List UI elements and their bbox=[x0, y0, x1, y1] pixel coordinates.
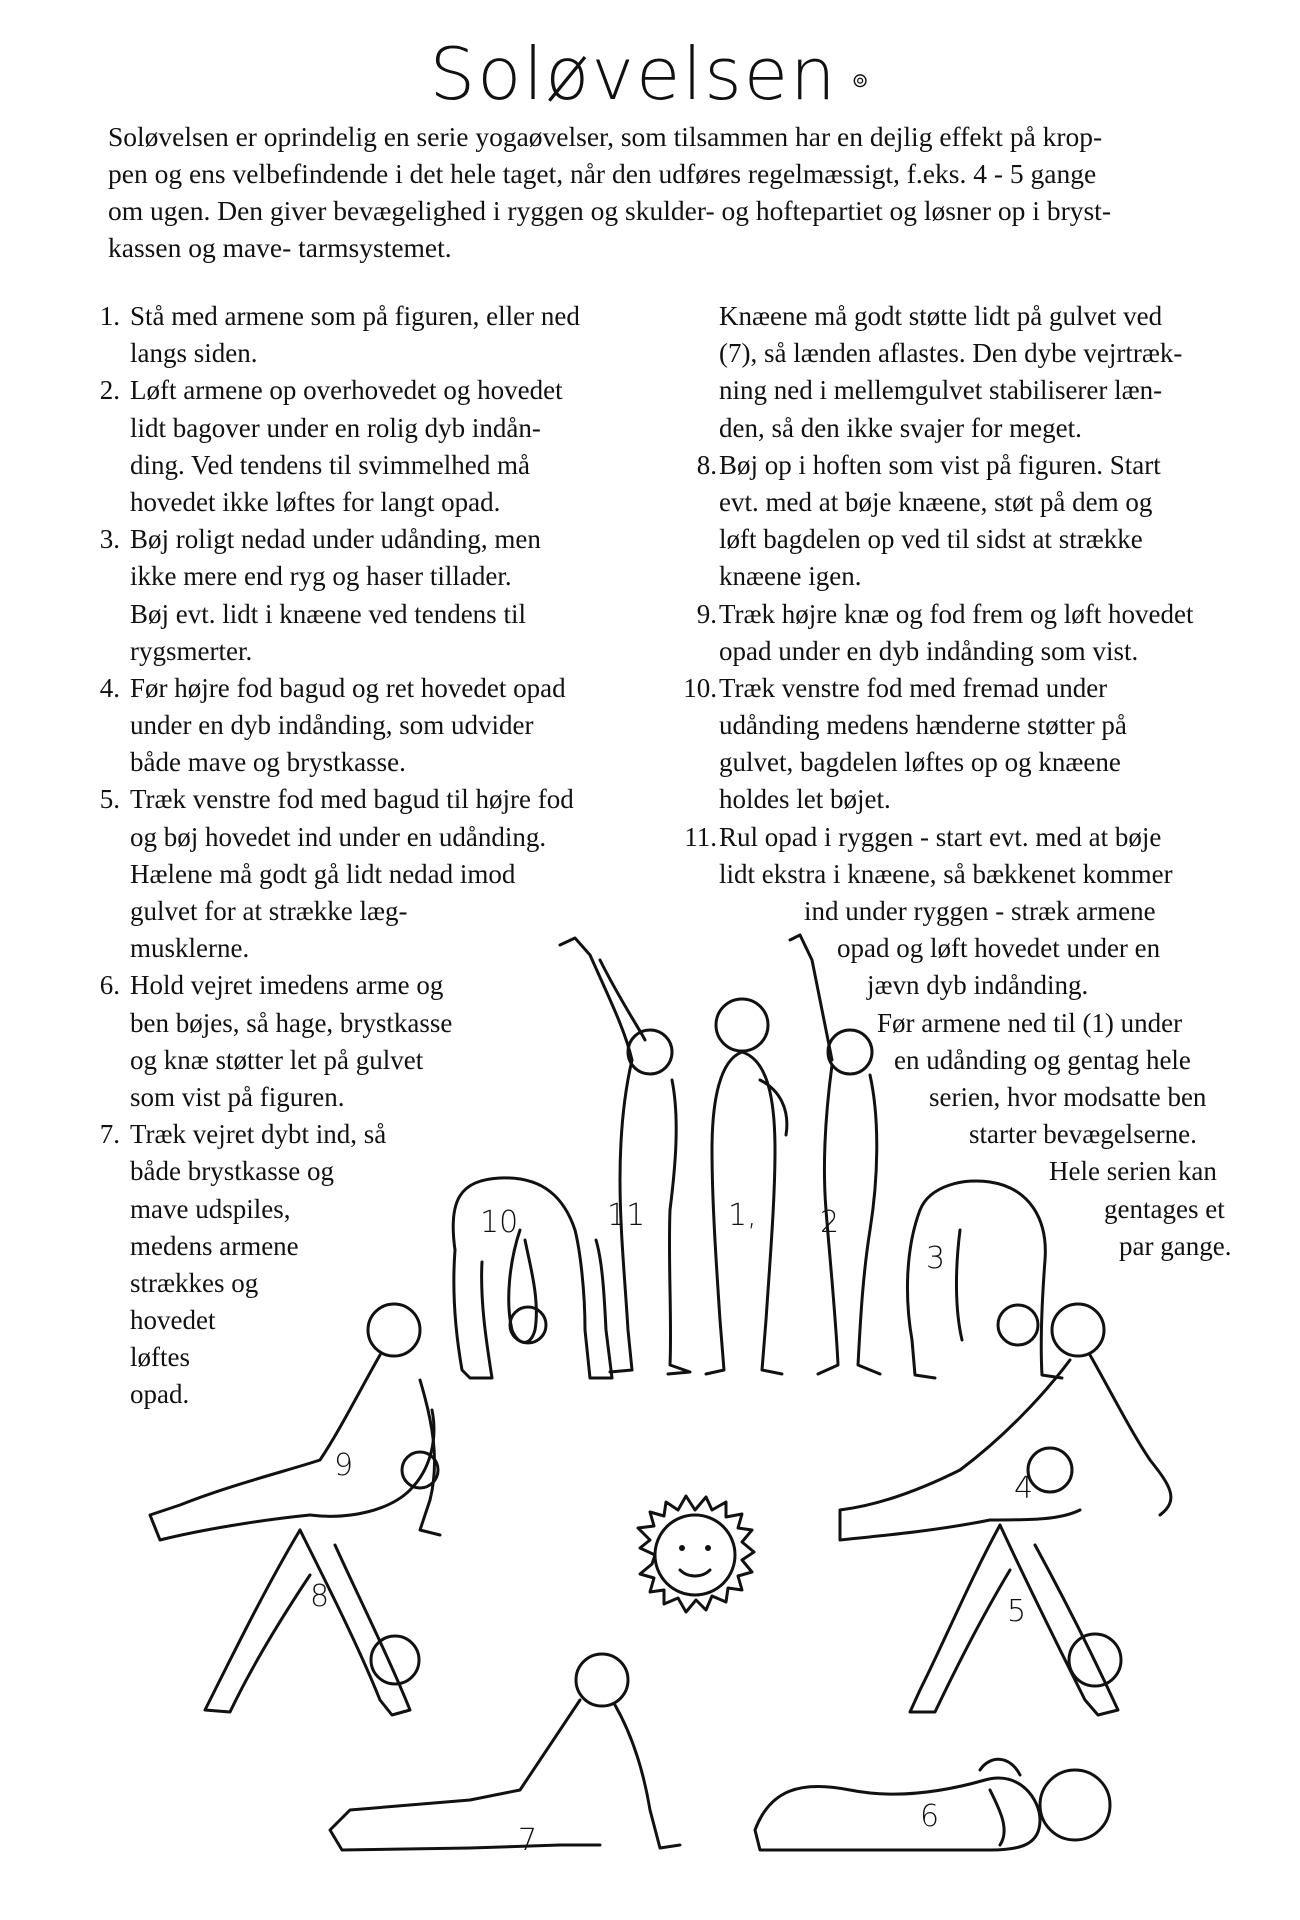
instruction-line bbox=[675, 1228, 1295, 1265]
instruction-line bbox=[675, 558, 1295, 595]
step-text: ning ned i mellemgulvet stabiliserer læn- bbox=[719, 375, 1163, 406]
instruction-line bbox=[675, 596, 1295, 633]
figure-label: 3 bbox=[926, 1241, 946, 1276]
instruction-line bbox=[675, 1191, 1295, 1228]
figure-5-pose bbox=[910, 1525, 1121, 1715]
step-text: ding. Ved tendens til svimmelhed må bbox=[130, 449, 530, 480]
step-number: 8. bbox=[696, 449, 717, 480]
instruction-line bbox=[78, 819, 698, 856]
instruction-line bbox=[675, 335, 1295, 372]
instruction-line bbox=[675, 707, 1295, 744]
step-text: musklerne. bbox=[130, 933, 250, 964]
step-text: og knæ støtter let på gulvet bbox=[130, 1044, 424, 1075]
instruction-line bbox=[675, 819, 1295, 856]
figure-label: 9 bbox=[334, 1448, 354, 1483]
step-text: gulvet for at strække læg- bbox=[130, 896, 408, 926]
step-text: medens armene bbox=[130, 1230, 299, 1261]
figure-4-pose bbox=[840, 1304, 1171, 1540]
instruction-line bbox=[78, 893, 698, 930]
step-number: 9. bbox=[696, 598, 717, 629]
instruction-line bbox=[675, 781, 1295, 818]
instruction-line bbox=[78, 967, 698, 1004]
intro-paragraph bbox=[108, 118, 1238, 266]
page-title bbox=[0, 32, 1300, 116]
instruction-line bbox=[675, 1079, 1295, 1116]
instruction-line bbox=[675, 1153, 1295, 1190]
step-text: gentages et bbox=[1104, 1193, 1225, 1224]
step-text: en udånding og gentag hele bbox=[894, 1044, 1191, 1075]
step-number: 2. bbox=[99, 375, 120, 406]
figure-label: 6 bbox=[920, 1799, 940, 1834]
figure-label: 1, bbox=[728, 1198, 757, 1233]
step-text: Hælene må godt gå lidt nedad imod bbox=[130, 858, 516, 889]
instruction-line bbox=[78, 372, 698, 409]
instruction-line bbox=[675, 744, 1295, 781]
instruction-line bbox=[78, 1116, 698, 1153]
step-text: Træk venstre fod med fremad under bbox=[719, 672, 1108, 703]
instruction-line bbox=[78, 1005, 698, 1042]
instruction-line bbox=[78, 298, 698, 335]
instruction-line bbox=[675, 410, 1295, 447]
step-text: opad under en dyb indånding som vist. bbox=[719, 635, 1139, 666]
step-text: mave udspiles, bbox=[130, 1193, 291, 1224]
instructions-right-column bbox=[675, 298, 1295, 1265]
instruction-line bbox=[78, 558, 698, 595]
step-text: den, så den ikke svajer for meget. bbox=[719, 412, 1082, 443]
instruction-line bbox=[78, 1191, 698, 1228]
step-text: under en dyb indånding, som udvider bbox=[130, 710, 534, 741]
step-text: ikke mere end ryg og haser tillader. bbox=[130, 561, 512, 592]
intro-line: om ugen. Den giver bevægelighed i ryggen og skulder- og hoftepartiet og løsner op i bryst- bbox=[108, 195, 1111, 226]
step-text: både brystkasse og bbox=[130, 1156, 334, 1187]
step-text: Løft armene op overhovedet og hovedet bbox=[130, 375, 563, 406]
step-text: holdes let bøjet. bbox=[719, 784, 891, 815]
step-text: rygsmerter. bbox=[130, 635, 253, 666]
title-text: Soløvelsen bbox=[429, 32, 838, 116]
step-text: Rul opad i ryggen - start evt. med at bøje bbox=[719, 821, 1162, 852]
figure-7-pose bbox=[330, 1654, 680, 1850]
instruction-line bbox=[78, 1079, 698, 1116]
figure-label: 7 bbox=[518, 1823, 538, 1858]
figure-8-pose bbox=[205, 1530, 419, 1715]
instruction-line bbox=[78, 1153, 698, 1190]
step-text: Træk højre knæ og fod frem og løft hovedet bbox=[719, 598, 1194, 629]
intro-line: pen og ens velbefindende i det hele taget, når den udføres regelmæssigt, f.eks. 4 - 5 gange bbox=[108, 158, 1097, 189]
step-text: (7), så lænden aflastes. Den dybe vejrtræk- bbox=[719, 338, 1183, 369]
step-text: løftes bbox=[130, 1342, 190, 1373]
instruction-line bbox=[78, 1339, 698, 1376]
figure-label: 4 bbox=[1014, 1471, 1034, 1506]
step-number: 1. bbox=[99, 301, 120, 331]
instruction-line bbox=[675, 1042, 1295, 1079]
instruction-line bbox=[675, 447, 1295, 484]
step-text: Hele serien kan bbox=[1049, 1156, 1217, 1187]
figure-label: 10 bbox=[480, 1205, 519, 1240]
instruction-line bbox=[675, 930, 1295, 967]
step-text: langs siden. bbox=[130, 338, 258, 369]
instruction-line bbox=[675, 1116, 1295, 1153]
step-text: opad og løft hovedet under en bbox=[837, 933, 1161, 964]
step-text: Knæene må godt støtte lidt på gulvet ved bbox=[719, 301, 1163, 331]
step-number: 3. bbox=[99, 524, 120, 555]
step-text: hovedet bbox=[130, 1305, 216, 1336]
step-text: både mave og brystkasse. bbox=[130, 747, 406, 778]
step-text: hovedet ikke løftes for langt opad. bbox=[130, 486, 501, 517]
step-text: par gange. bbox=[1119, 1230, 1232, 1261]
step-text: ind under ryggen - stræk armene bbox=[804, 896, 1156, 926]
step-number: 5. bbox=[99, 784, 120, 815]
figure-label: 11 bbox=[607, 1198, 646, 1233]
step-number: 7. bbox=[99, 1119, 120, 1150]
intro-line: Soløvelsen er oprindelig en serie yogaøvelser, som tilsammen har en dejlig effekt på krop- bbox=[108, 121, 1103, 152]
step-text: Stå med armene som på figuren, eller ned bbox=[130, 301, 580, 331]
figure-label: 5 bbox=[1007, 1594, 1027, 1629]
figure-6-pose bbox=[755, 1759, 1110, 1850]
step-text: strækkes og bbox=[130, 1267, 259, 1298]
step-text: Før armene ned til (1) under bbox=[877, 1007, 1183, 1038]
instruction-line bbox=[78, 670, 698, 707]
step-text: ben bøjes, så hage, brystkasse bbox=[130, 1007, 453, 1038]
step-number: 11. bbox=[684, 821, 717, 852]
step-text: løft bagdelen op ved til sidst at strække bbox=[719, 524, 1143, 555]
instruction-line bbox=[78, 1376, 698, 1413]
instruction-line bbox=[675, 521, 1295, 558]
step-text: starter bevægelserne. bbox=[969, 1119, 1197, 1150]
instruction-line bbox=[675, 372, 1295, 409]
title-sun-icon: ⊚ bbox=[851, 67, 871, 92]
instruction-line bbox=[78, 1042, 698, 1079]
instruction-line bbox=[78, 521, 698, 558]
instruction-line bbox=[675, 298, 1295, 335]
step-text: og bøj hovedet ind under en udånding. bbox=[130, 821, 547, 852]
instruction-line bbox=[675, 633, 1295, 670]
step-text: Træk vejret dybt ind, så bbox=[130, 1119, 387, 1150]
instruction-line bbox=[675, 893, 1295, 930]
instruction-line bbox=[675, 1005, 1295, 1042]
step-text: evt. med at bøje knæene, støt på dem og bbox=[719, 486, 1153, 517]
instruction-line bbox=[78, 930, 698, 967]
step-text: serien, hvor modsatte ben bbox=[929, 1081, 1207, 1112]
step-number: 6. bbox=[99, 970, 120, 1001]
step-text: som vist på figuren. bbox=[130, 1081, 345, 1112]
instruction-line bbox=[78, 596, 698, 633]
instruction-line bbox=[675, 856, 1295, 893]
instruction-line bbox=[675, 967, 1295, 1004]
instruction-line bbox=[78, 744, 698, 781]
instruction-line bbox=[78, 1265, 698, 1302]
instruction-line bbox=[78, 335, 698, 372]
figure-label: 8 bbox=[310, 1579, 330, 1614]
step-text: knæene igen. bbox=[719, 561, 862, 592]
intro-line: kassen og mave- tarmsystemet. bbox=[108, 232, 452, 263]
instruction-line bbox=[78, 633, 698, 670]
figure-label: 2 bbox=[820, 1205, 840, 1240]
step-text: Træk venstre fod med bagud til højre fod bbox=[130, 784, 574, 815]
step-text: lidt bagover under en rolig dyb indån- bbox=[130, 412, 541, 443]
instructions-left-column bbox=[78, 298, 698, 1414]
instruction-line bbox=[78, 1302, 698, 1339]
instruction-line bbox=[675, 484, 1295, 521]
step-text: opad. bbox=[130, 1379, 190, 1410]
instruction-line bbox=[675, 670, 1295, 707]
step-text: Bøj evt. lidt i knæene ved tendens til bbox=[130, 598, 526, 629]
step-number: 10. bbox=[683, 672, 717, 703]
instruction-line bbox=[78, 1228, 698, 1265]
instruction-line bbox=[78, 856, 698, 893]
step-text: Bøj roligt nedad under udånding, men bbox=[130, 524, 541, 555]
step-text: lidt ekstra i knæene, så bækkenet kommer bbox=[719, 858, 1173, 889]
step-text: Bøj op i hoften som vist på figuren. Start bbox=[719, 449, 1161, 480]
instruction-line bbox=[78, 484, 698, 521]
instruction-line bbox=[78, 410, 698, 447]
step-text: Hold vejret imedens arme og bbox=[130, 970, 444, 1001]
step-text: Før højre fod bagud og ret hovedet opad bbox=[130, 672, 566, 703]
instruction-line bbox=[78, 447, 698, 484]
step-text: gulvet, bagdelen løftes op og knæene bbox=[719, 747, 1121, 778]
instruction-line bbox=[78, 781, 698, 818]
step-text: jævn dyb indånding. bbox=[867, 970, 1089, 1001]
instruction-line bbox=[78, 707, 698, 744]
step-text: udånding medens hænderne støtter på bbox=[719, 710, 1127, 741]
step-number: 4. bbox=[99, 672, 120, 703]
sun-icon bbox=[638, 1496, 754, 1612]
